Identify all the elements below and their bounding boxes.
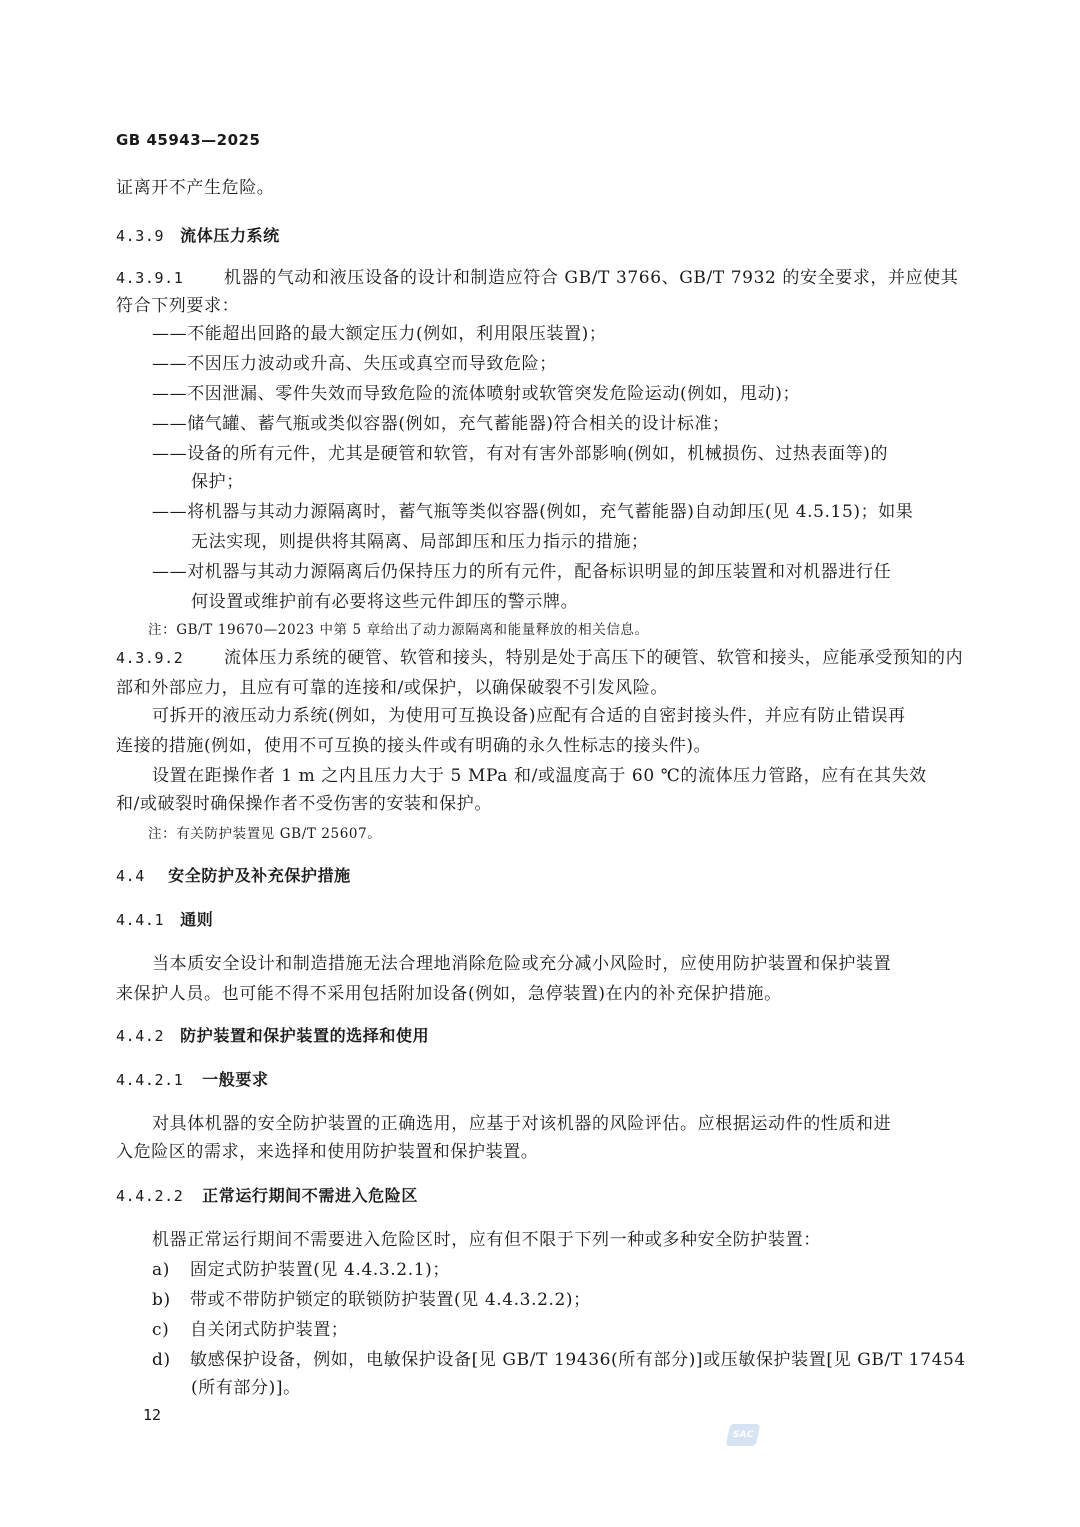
clause-text: 流体压力系统的硬管、软管和接头，特别是处于高压下的硬管、软管和接头，应能承受预知的内 [224,648,964,668]
list-item-a [152,1258,962,1282]
dash-item: ——不能超出回路的最大额定压力(例如，利用限压装置)； [152,324,607,344]
section-title: 流体压力系统 [180,226,280,245]
clause-4-3-9-2 [116,646,964,670]
paragraph-line: 可拆开的液压动力系统(例如，为使用可互换设备)应配有合适的自密封接头件，并应有防止错误再 [152,706,906,726]
paragraph-line: 当本质安全设计和制造措施无法合理地消除危险或充分减小风险时，应使用防护装置和保护装置 [152,954,892,974]
clause-number: 4.3.9.1 [116,269,184,287]
text-line: 部和外部应力，且应有可靠的连接和/或保护，以确保破裂不引发风险。 [116,678,668,698]
list-item-b [152,1288,962,1312]
paragraph-line: 设置在距操作者 1 m 之内且压力大于 5 MPa 和/或温度高于 60 ℃的流体压力管路，应有在其失效 [152,766,927,786]
clause-4-3-9-1 [116,266,959,290]
section-number: 4.4.2.2 [116,1187,184,1205]
list-text: 固定式防护装置(见 4.4.3.2.1)； [190,1260,450,1280]
list-item-d [152,1348,966,1372]
list-label: c) [152,1320,170,1340]
section-heading-4-4 [116,864,956,888]
text-line: 来保护人员。也可能不得不采用包括附加设备(例如，急停装置)在内的补充保护措施。 [116,984,782,1004]
section-number: 4.4.1 [116,911,165,929]
section-heading-4-4-2-2 [116,1184,956,1208]
section-title: 安全防护及补充保护措施 [168,866,351,885]
dash-item: ——不因泄漏、零件失效而导致危险的流体喷射或软管突发危险运动(例如，甩动)； [152,384,801,404]
dash-item: ——将机器与其动力源隔离时，蓄气瓶等类似容器(例如，充气蓄能器)自动卸压(见 4.5.15)；如果 [152,502,914,522]
standard-code: GB 45943—2025 [116,131,261,149]
section-title: 防护装置和保护装置的选择和使用 [180,1026,430,1045]
dash-item: ——对机器与其动力源隔离后仍保持压力的所有元件，配备标识明显的卸压装置和对机器进行任 [152,562,892,582]
list-text: 带或不带防护锁定的联锁防护装置(见 4.4.3.2.2)； [190,1290,591,1310]
dash-item: ——储气罐、蓄气瓶或类似容器(例如，充气蓄能器)符合相关的设计标准； [152,414,730,434]
list-item-c [152,1318,962,1342]
list-text: 敏感保护设备，例如，电敏保护设备[见 GB/T 19436(所有部分)]或压敏保护装置[见 GB/T 17454 [190,1350,966,1370]
section-title: 正常运行期间不需进入危险区 [202,1186,418,1205]
dash-item: ——不因压力波动或升高、失压或真空而导致危险； [152,354,557,374]
section-heading-4-4-1 [116,908,956,932]
section-heading-4-4-2-1 [116,1068,956,1092]
section-number: 4.4 [116,867,145,885]
text-line: 和/或破裂时确保操作者不受伤害的安装和保护。 [116,794,492,814]
note: 注：有关防护装置见 GB/T 25607。 [148,826,382,842]
page-number: 12 [143,1406,162,1424]
list-label: b) [152,1290,171,1310]
list-label: a) [152,1260,170,1280]
text-line: 证离开不产生危险。 [116,178,275,198]
note: 注：GB/T 19670—2023 中第 5 章给出了动力源隔离和能量释放的相关信息。 [148,622,649,638]
section-heading-4-3-9 [116,224,956,248]
list-label: d) [152,1350,171,1370]
section-number: 4.3.9 [116,227,165,245]
clause-text: 机器的气动和液压设备的设计和制造应符合 GB/T 3766、GB/T 7932 的安全要求，并应使其 [224,268,959,288]
paragraph-line: 对具体机器的安全防护装置的正确选用，应基于对该机器的风险评估。应根据运动件的性质和进 [152,1114,892,1134]
text-line: 连接的措施(例如，使用不可互换的接头件或有明确的永久性标志的接头件)。 [116,736,712,756]
list-item-continued: (所有部分)]。 [191,1378,301,1398]
dash-item-continued: 保护； [191,472,244,492]
list-text: 自关闭式防护装置； [190,1320,349,1340]
text-line: 符合下列要求： [116,296,240,316]
paragraph-line: 机器正常运行期间不需要进入危险区时，应有但不限于下列一种或多种安全防护装置： [152,1230,821,1250]
sac-logo-icon: SAC [726,1424,761,1446]
clause-number: 4.3.9.2 [116,649,184,667]
section-heading-4-4-2 [116,1024,956,1048]
dash-item-continued: 无法实现，则提供将其隔离、局部卸压和压力指示的措施； [191,532,649,552]
dash-item: ——设备的所有元件，尤其是硬管和软管，有对有害外部影响(例如，机械损伤、过热表面等)的 [152,444,889,464]
section-title: 一般要求 [202,1070,269,1089]
section-number: 4.4.2.1 [116,1071,184,1089]
section-title: 通则 [180,910,214,929]
section-number: 4.4.2 [116,1027,165,1045]
text-line: 入危险区的需求，来选择和使用防护装置和保护装置。 [116,1142,539,1162]
dash-item-continued: 何设置或维护前有必要将这些元件卸压的警示牌。 [191,592,579,612]
